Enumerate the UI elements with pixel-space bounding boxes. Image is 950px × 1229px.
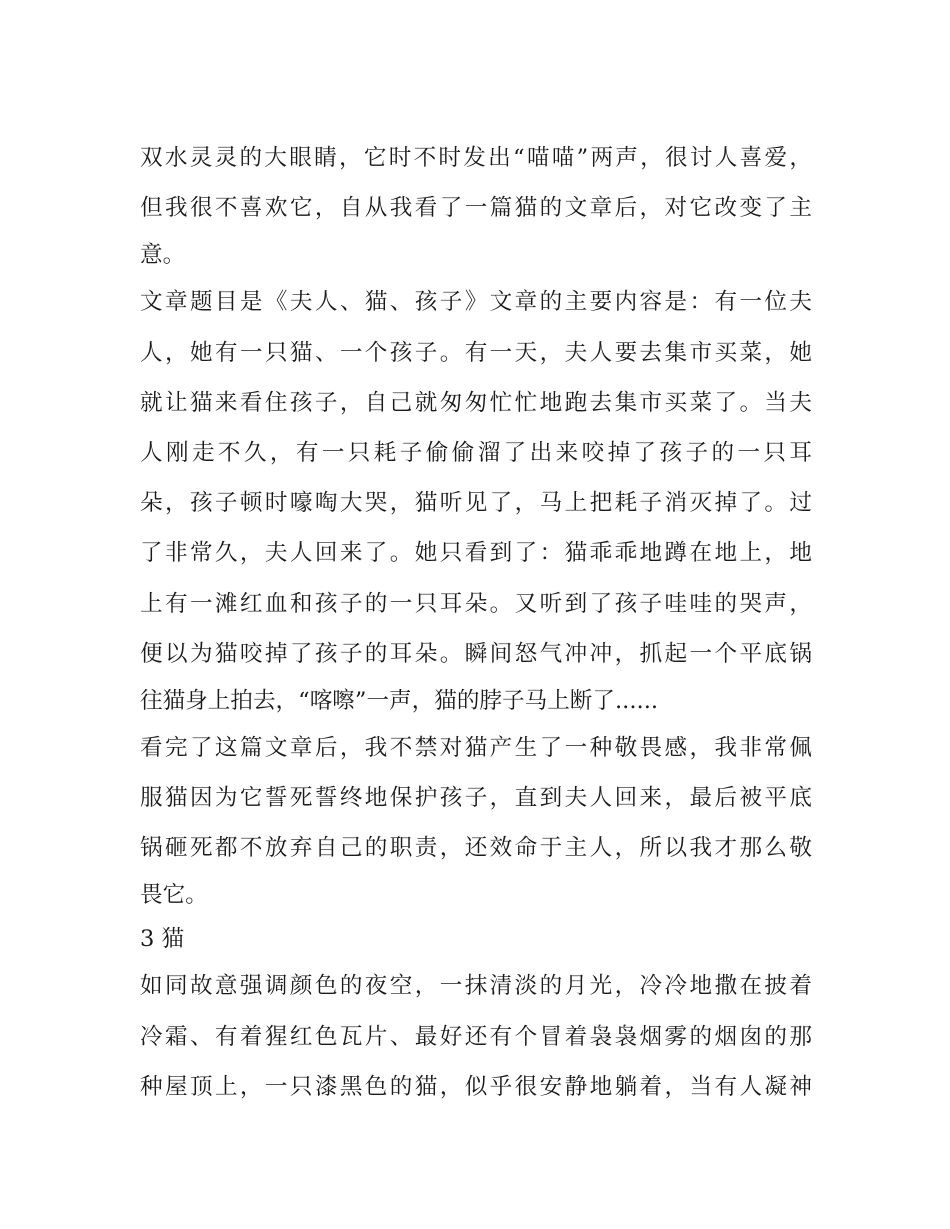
text-line: 种屋顶上，一只漆黑色的猫，似乎很安静地躺着，当有人凝神 bbox=[140, 1073, 812, 1100]
text-line: 双水灵灵的大眼睛，它时不时发出“喵喵”两声，很讨人喜爱， bbox=[140, 145, 812, 171]
text-line: 了非常久，夫人回来了。她只看到了：猫乖乖地蹲在地上，地 bbox=[140, 540, 812, 567]
section-heading: 3 猫 bbox=[140, 926, 185, 953]
text-line: 人刚走不久，有一只耗子偷偷溜了出来咬掉了孩子的一只耳 bbox=[140, 439, 812, 466]
text-line: 但我很不喜欢它，自从我看了一篇猫的文章后，对它改变了主 bbox=[140, 195, 812, 222]
text-line: 服猫因为它誓死誓终地保护孩子，直到夫人回来，最后被平底 bbox=[140, 785, 812, 812]
text-line: 如同故意强调颜色的夜空，一抹清淡的月光，冷冷地撒在披着 bbox=[140, 973, 812, 1000]
text-line: 便以为猫咬掉了孩子的耳朵。瞬间怒气冲冲，抓起一个平底锅 bbox=[140, 640, 812, 667]
text-line: 上有一滩红血和孩子的一只耳朵。又听到了孩子哇哇的哭声， bbox=[140, 590, 812, 617]
text-line: 看完了这篇文章后，我不禁对猫产生了一种敬畏感，我非常佩 bbox=[140, 734, 812, 761]
text-line: 文章题目是《夫人、猫、孩子》文章的主要内容是：有一位夫 bbox=[140, 289, 812, 316]
text-line: 冷霜、有着猩红色瓦片、最好还有个冒着袅袅烟雾的烟囱的那 bbox=[140, 1023, 812, 1050]
text-line: 就让猫来看住孩子，自己就匆匆忙忙地跑去集市买菜了。当夫 bbox=[140, 389, 812, 416]
text-line: 锅砸死都不放弃自己的职责，还效命于主人，所以我才那么敬 bbox=[140, 835, 812, 862]
text-line: 意。 bbox=[140, 242, 186, 269]
text-line: 往猫身上拍去，“喀嚓”一声，猫的脖子马上断了...... bbox=[140, 687, 659, 714]
text-line: 畏它。 bbox=[140, 882, 208, 909]
text-line: 朵，孩子顿时嚎啕大哭，猫听见了，马上把耗子消灭掉了。过 bbox=[140, 490, 812, 517]
text-line: 人，她有一只猫、一个孩子。有一天，夫人要去集市买菜，她 bbox=[140, 339, 812, 366]
document-body-text bbox=[140, 133, 812, 1112]
